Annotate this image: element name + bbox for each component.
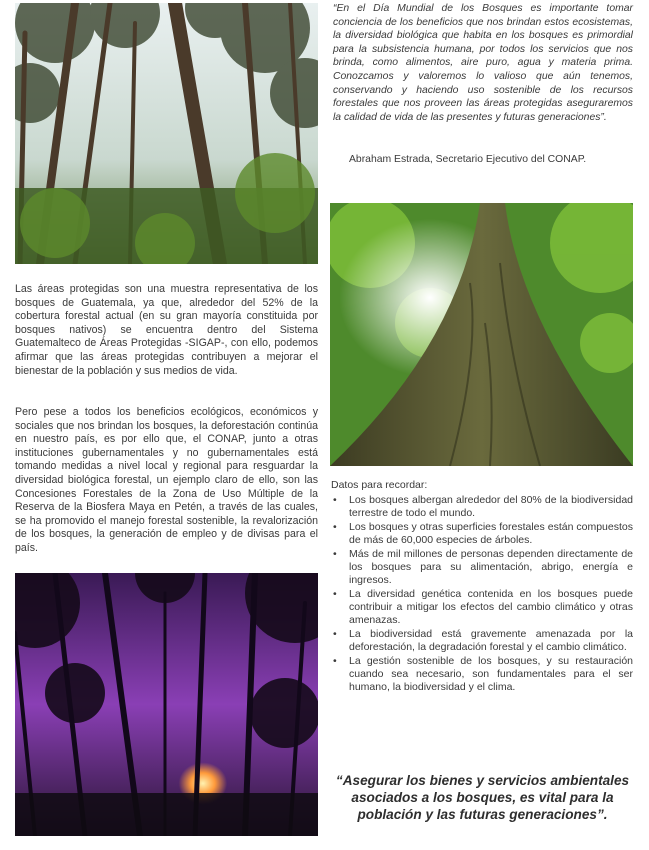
list-item: • La gestión sostenible de los bosques, y su restauración cuando sea necesario, son fundamentales para el ser humano, la biodiversidad y el clima. (331, 655, 633, 694)
facts-list (331, 494, 633, 694)
facts-heading: Datos para recordar: (331, 479, 428, 491)
pull-quote: “Asegurar los bienes y servicios ambientales asociados a los bosques, es vital para la población y las futuras generaciones”. (335, 773, 630, 822)
list-item: • Los bosques albergan alrededor del 80% de la biodiversidad terrestre de todo el mundo. (331, 494, 633, 520)
pine-forest-photo (15, 3, 318, 264)
list-item: • Los bosques y otras superficies forestales están compuestos de más de 60,000 especies de árboles. (331, 521, 633, 547)
facts-section (331, 479, 633, 695)
body-paragraph-2: Pero pese a todos los beneficios ecológicos, económicos y sociales que nos brindan los bosques, la deforestación continúa en nuestro país, es por ello que, el CONAP, junto a otras instituciones gubernamentales y no gubernamentales está tomando medidas a nivel local y regional para resguardar la diversidad biológica forestal, un ejemplo claro de ello, son las Concesiones Forestales de la Zona de Uso Múltiple de la Reserva de la Biosfera Maya en Petén, a través de las cuales, se ha promovido el manejo forestal sostenible, la revalorización de los bosques, la generación de empleo y de divisas para el país. (15, 406, 318, 554)
list-item: • La biodiversidad está gravemente amenazada por la deforestación, la degradación forestal y el cambio climático. (331, 628, 633, 654)
list-item: • La diversidad genética contenida en los bosques puede contribuir a mitigar los efectos del cambio climático y otras amenazas. (331, 588, 633, 627)
executive-quote: “En el Día Mundial de los Bosques es importante tomar conciencia de los beneficios que nos brindan estos ecosistemas, la diversidad biológica que habita en los bosques es primordial para la subsistencia humana, por todos los servicios que nos brinda, como alimentos, aire puro, agua y materia prima. Conozcamos y valoremos lo valioso que aún tenemos, conservando y haciendo uso sostenible de los recursos forestales que nos proveen las áreas protegidas aseguraremos la calidad de vida de las presentes y futuras generaciones”. (333, 3, 633, 123)
tree-trunk-photo (330, 203, 633, 466)
quote-attribution: Abraham Estrada, Secretario Ejecutivo del CONAP. (349, 154, 587, 165)
list-item: • Más de mil millones de personas dependen directamente de los bosques para su alimentación, abrigo, energía e ingresos. (331, 548, 633, 587)
sunset-forest-photo (15, 573, 318, 836)
body-paragraph-1: Las áreas protegidas son una muestra representativa de los bosques de Guatemala, ya que, alrededor del 52% de la cobertura forestal actual (en su gran mayoría constituida por bosques nativos) se encuentra dentro del Sistema Guatemalteco de Áreas Protegidas -SIGAP-, con ello, podemos afirmar que las áreas protegidas contribuyen a mejorar el bienestar de la población y sus medios de vida. (15, 283, 318, 377)
